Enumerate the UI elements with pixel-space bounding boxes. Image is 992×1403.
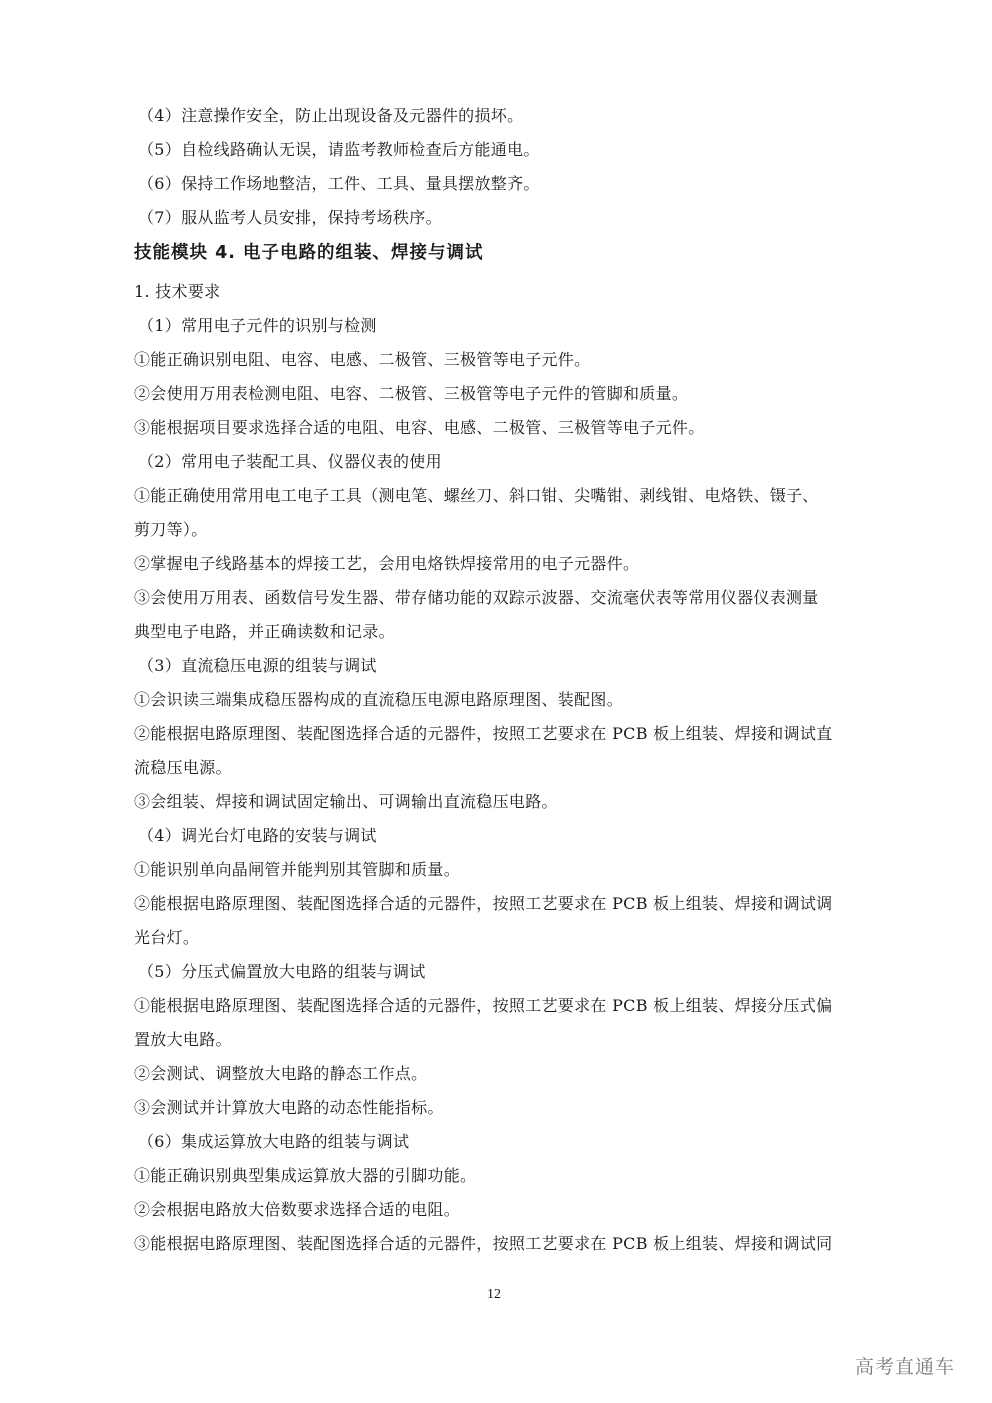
paragraph-line: ②会使用万用表检测电阻、电容、二极管、三极管等电子元件的管脚和质量。 xyxy=(134,384,689,403)
paragraph-line: ②掌握电子线路基本的焊接工艺，会用电烙铁焊接常用的电子元器件。 xyxy=(134,554,640,573)
paragraph-line: ②会根据电路放大倍数要求选择合适的电阻。 xyxy=(134,1200,461,1219)
paragraph-line: 剪刀等）。 xyxy=(134,520,208,539)
paragraph-line: 典型电子电路，并正确读数和记录。 xyxy=(134,622,395,641)
paragraph-line: ①能正确使用常用电工电子工具（测电笔、螺丝刀、斜口钳、尖嘴钳、剥线钳、电烙铁、镊子、 xyxy=(134,486,819,505)
paragraph-line: ③会测试并计算放大电路的动态性能指标。 xyxy=(134,1098,444,1117)
paragraph-line: ①能正确识别典型集成运算放大器的引脚功能。 xyxy=(134,1166,477,1185)
paragraph-line: ①能根据电路原理图、装配图选择合适的元器件，按照工艺要求在 PCB 板上组装、焊接分压式偏 xyxy=(134,996,833,1015)
watermark: 高考直通车 xyxy=(855,1356,956,1378)
rule-item-4: （4）注意操作安全，防止出现设备及元器件的损坏。 xyxy=(138,106,524,125)
rule-item-5: （5）自检线路确认无误，请监考教师检查后方能通电。 xyxy=(138,140,540,159)
paragraph-line: ①能正确识别电阻、电容、电感、二极管、三极管等电子元件。 xyxy=(134,350,591,369)
subsection-heading: （1）常用电子元件的识别与检测 xyxy=(138,316,377,335)
paragraph-line: 光台灯。 xyxy=(134,928,200,947)
subsection-heading: （3）直流稳压电源的组装与调试 xyxy=(138,656,377,675)
paragraph-line: ②会测试、调整放大电路的静态工作点。 xyxy=(134,1064,428,1083)
subsection-heading: （4）调光台灯电路的安装与调试 xyxy=(138,826,377,845)
subsection-heading: （5）分压式偏置放大电路的组装与调试 xyxy=(138,962,426,981)
paragraph-line: ①会识读三端集成稳压器构成的直流稳压电源电路原理图、装配图。 xyxy=(134,690,624,709)
rule-item-6: （6）保持工作场地整洁，工件、工具、量具摆放整齐。 xyxy=(138,174,540,193)
page-number: 12 xyxy=(487,1287,501,1302)
paragraph-line: 流稳压电源。 xyxy=(134,758,232,777)
paragraph-line: ③会组装、焊接和调试固定输出、可调输出直流稳压电路。 xyxy=(134,792,558,811)
paragraph-line: ③能根据项目要求选择合适的电阻、电容、电感、二极管、三极管等电子元件。 xyxy=(134,418,705,437)
paragraph-line: ②能根据电路原理图、装配图选择合适的元器件，按照工艺要求在 PCB 板上组装、焊接和调试调 xyxy=(134,894,833,913)
rule-item-7: （7）服从监考人员安排，保持考场秩序。 xyxy=(138,208,442,227)
paragraph-line: ①能识别单向晶闸管并能判别其管脚和质量。 xyxy=(134,860,461,879)
paragraph-line: ③能根据电路原理图、装配图选择合适的元器件，按照工艺要求在 PCB 板上组装、焊接和调试同 xyxy=(134,1234,833,1253)
subsection-heading: （6）集成运算放大电路的组装与调试 xyxy=(138,1132,410,1151)
subsection-heading: （2）常用电子装配工具、仪器仪表的使用 xyxy=(138,452,442,471)
paragraph-line: ②能根据电路原理图、装配图选择合适的元器件，按照工艺要求在 PCB 板上组装、焊接和调试直 xyxy=(134,724,833,743)
paragraph-line: ③会使用万用表、函数信号发生器、带存储功能的双踪示波器、交流毫伏表等常用仪器仪表测量 xyxy=(134,588,819,607)
paragraph-line: 置放大电路。 xyxy=(134,1030,232,1049)
module-heading: 技能模块 4. 电子电路的组装、焊接与调试 xyxy=(134,243,484,263)
section-title: 1. 技术要求 xyxy=(134,282,221,301)
